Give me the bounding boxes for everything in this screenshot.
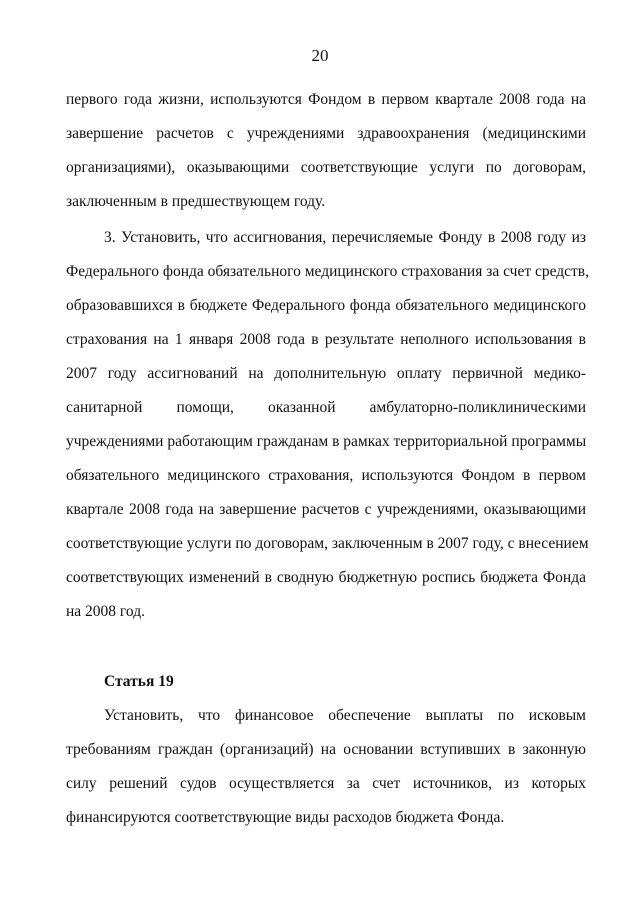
paragraph-2-line-9: квартале 2008 года на завершение расчетов с учреждениями, оказывающими <box>66 501 586 518</box>
paragraph-1-line-2: завершение расчетов с учреждениями здравоохранения (медицинскими <box>66 125 586 142</box>
article-19-heading: Статья 19 <box>104 673 174 690</box>
article-19-line-1: Установить, что финансовое обеспечение выплаты по исковым <box>104 707 586 724</box>
paragraph-2-line-11: соответствующих изменений в сводную бюджетную роспись бюджета Фонда <box>66 569 586 586</box>
article-19-line-2: требованиям граждан (организаций) на основании вступивших в законную <box>66 741 586 758</box>
paragraph-2-line-6: санитарной помощи, оказанной амбулаторно-поликлиническими <box>66 399 586 416</box>
paragraph-2-line-2: Федерального фонда обязательного медицинского страхования за счет средств, <box>66 263 590 280</box>
paragraph-2-line-3: образовавшихся в бюджете Федерального фонда обязательного медицинского <box>66 297 586 314</box>
paragraph-2-line-5: 2007 году ассигнований на дополнительную оплату первичной медико- <box>66 365 586 382</box>
page-number: 20 <box>311 46 329 65</box>
paragraph-1-line-1: первого года жизни, используются Фондом в первом квартале 2008 года на <box>66 91 586 108</box>
paragraph-2-line-1: 3. Установить, что ассигнования, перечисляемые Фонду в 2008 году из <box>104 229 586 246</box>
paragraph-1-line-4: заключенным в предшествующем году. <box>66 193 326 210</box>
paragraph-2-line-4: страхования на 1 января 2008 года в результате неполного использования в <box>66 331 586 348</box>
paragraph-2-line-7: учреждениями работающим гражданам в рамках территориальной программы <box>66 433 587 450</box>
paragraph-2-line-12: на 2008 год. <box>66 603 145 620</box>
paragraph-2-line-10: соответствующие услуги по договорам, заключенным в 2007 году, с внесением <box>66 535 589 552</box>
article-19-line-3: силу решений судов осуществляется за счет источников, из которых <box>66 775 586 792</box>
paragraph-2-line-8: обязательного медицинского страхования, используются Фондом в первом <box>66 467 586 484</box>
article-19-line-4: финансируются соответствующие виды расходов бюджета Фонда. <box>66 809 505 826</box>
paragraph-1-line-3: организациями), оказывающими соответствующие услуги по договорам, <box>66 159 586 176</box>
